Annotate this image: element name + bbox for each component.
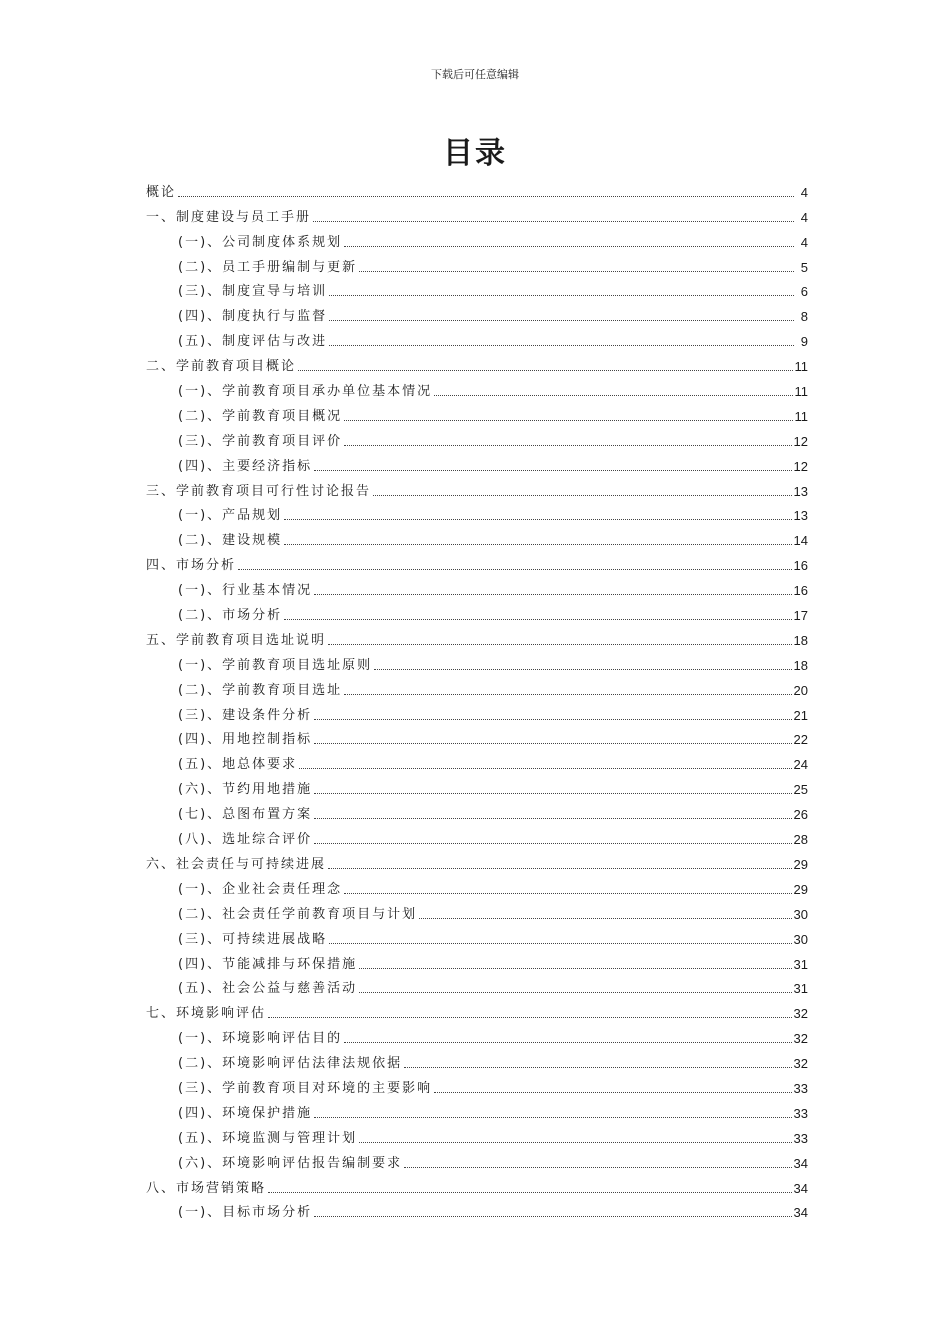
toc-entry-page-number: 30 [793,906,808,922]
toc-entry[interactable] [146,623,808,648]
toc-entry-page-number: 18 [793,657,808,673]
toc-dot-leader [344,245,794,247]
toc-entry-page-number: 12 [793,433,808,449]
toc-entry-label: 五、学前教育项目选址说明 [146,632,327,648]
toc-entry-label: (二)、建设规模 [178,533,283,549]
toc-entry-label: (五)、环境监测与管理计划 [178,1130,358,1146]
toc-entry-label: (三)、建设条件分析 [178,707,313,723]
toc-entry[interactable] [146,872,808,897]
toc-entry-page-number: 33 [793,1105,808,1121]
toc-entry-label: (四)、制度执行与监督 [178,309,328,325]
toc-entry-page-number: 32 [793,1056,808,1072]
toc-entry-label: 八、市场营销策略 [146,1180,267,1196]
toc-entry[interactable] [146,399,808,424]
toc-entry[interactable] [146,673,808,698]
toc-dot-leader [268,1191,792,1193]
toc-entry-page-number: 13 [793,483,808,499]
toc-entry-label: 三、学前教育项目可行性讨论报告 [146,483,372,499]
toc-dot-leader [328,643,792,645]
toc-entry[interactable] [146,275,808,300]
toc-entry-page-number: 24 [793,757,808,773]
toc-entry[interactable] [146,374,808,399]
toc-entry[interactable] [146,424,808,449]
toc-entry-label: (一)、企业社会责任理念 [178,881,343,897]
toc-entry-label: 概论 [146,184,177,200]
toc-entry-page-number: 26 [793,807,808,823]
toc-dot-leader [328,867,792,869]
toc-entry[interactable] [146,324,808,349]
toc-entry-page-number: 30 [793,931,808,947]
toc-entry-label: (一)、环境影响评估目的 [178,1031,343,1047]
toc-entry[interactable] [146,598,808,623]
toc-entry[interactable] [146,1121,808,1146]
toc-entry-page-number: 11 [794,359,808,375]
toc-dot-leader [314,742,791,744]
toc-dot-leader [178,195,794,197]
toc-entry-page-number: 18 [793,632,808,648]
toc-entry[interactable] [146,1071,808,1096]
toc-dot-leader [329,319,794,321]
toc-dot-leader [314,792,791,794]
toc-entry[interactable] [146,897,808,922]
toc-entry-page-number: 11 [794,408,808,424]
toc-entry-page-number: 25 [793,782,808,798]
toc-entry-label: (一)、目标市场分析 [178,1205,313,1221]
toc-dot-leader [284,618,791,620]
toc-entry-page-number: 32 [793,1031,808,1047]
toc-dot-leader [344,693,791,695]
toc-entry-label: (二)、市场分析 [178,608,283,624]
toc-entry-label: (一)、学前教育项目承办单位基本情况 [178,384,433,400]
toc-dot-leader [329,294,794,296]
toc-dot-leader [238,568,792,570]
toc-entry-label: (三)、学前教育项目对环境的主要影响 [178,1080,433,1096]
toc-entry-label: (三)、可持续进展战略 [178,931,328,947]
toc-entry-page-number: 21 [793,707,808,723]
toc-entry-label: 二、学前教育项目概论 [146,359,297,375]
toc-entry-page-number: 4 [800,184,808,200]
toc-dot-leader [268,1016,792,1018]
toc-entry-label: (八)、选址综合评价 [178,832,313,848]
toc-entry[interactable] [146,772,808,797]
toc-dot-leader [314,469,791,471]
toc-entry-page-number: 31 [793,956,808,972]
toc-entry-page-number: 6 [800,284,808,300]
toc-entry[interactable] [146,1096,808,1121]
toc-entry-label: (七)、总图布置方案 [178,807,313,823]
toc-entry-page-number: 20 [793,682,808,698]
toc-entry-page-number: 31 [793,981,808,997]
toc-dot-leader [359,270,794,272]
toc-entry[interactable] [146,822,808,847]
toc-entry[interactable] [146,1146,808,1171]
toc-entry-page-number: 33 [793,1080,808,1096]
toc-dot-leader [359,991,791,993]
toc-entry[interactable] [146,972,808,997]
toc-dot-leader [298,369,792,371]
toc-entry[interactable] [146,250,808,275]
toc-entry-page-number: 28 [793,832,808,848]
toc-dot-leader [434,1091,791,1093]
toc-entry-label: (六)、环境影响评估报告编制要求 [178,1155,403,1171]
toc-entry-label: (五)、地总体要求 [178,757,298,773]
toc-entry-label: (一)、公司制度体系规划 [178,234,343,250]
toc-entry-page-number: 16 [793,558,808,574]
toc-entry-page-number: 4 [800,234,808,250]
toc-entry[interactable] [146,1171,808,1196]
table-of-contents [146,175,808,1220]
toc-entry[interactable] [146,723,808,748]
toc-entry[interactable] [146,1196,808,1221]
toc-entry-page-number: 29 [793,856,808,872]
toc-dot-leader [359,967,791,969]
toc-dot-leader [373,494,792,496]
toc-entry-label: (二)、社会责任学前教育项目与计划 [178,906,418,922]
toc-dot-leader [299,767,791,769]
toc-entry-label: 六、社会责任与可持续进展 [146,856,327,872]
toc-entry-label: (一)、产品规划 [178,508,283,524]
toc-entry-page-number: 22 [793,732,808,748]
toc-dot-leader [284,518,791,520]
toc-entry[interactable] [146,523,808,548]
toc-entry-label: (四)、环境保护措施 [178,1105,313,1121]
toc-entry-page-number: 34 [793,1205,808,1221]
toc-entry-label: (二)、员工手册编制与更新 [178,259,358,275]
toc-entry-page-number: 33 [793,1130,808,1146]
toc-entry-page-number: 4 [800,209,808,225]
toc-entry[interactable] [146,698,808,723]
toc-dot-leader [329,942,791,944]
toc-entry[interactable] [146,175,808,200]
toc-entry-label: (四)、用地控制指标 [178,732,313,748]
toc-entry-page-number: 9 [800,334,808,350]
toc-entry[interactable] [146,922,808,947]
toc-entry-page-number: 17 [793,608,808,624]
toc-entry[interactable] [146,797,808,822]
toc-entry-label: (一)、学前教育项目选址原则 [178,657,373,673]
toc-entry-label: (一)、行业基本情况 [178,583,313,599]
toc-entry-page-number: 13 [793,508,808,524]
toc-entry[interactable] [146,299,808,324]
toc-entry-label: (三)、制度宣导与培训 [178,284,328,300]
toc-dot-leader [314,842,791,844]
page-header: 下载后可任意编辑 [431,68,519,81]
toc-entry[interactable] [146,947,808,972]
toc-entry-label: 七、环境影响评估 [146,1006,267,1022]
toc-entry-page-number: 11 [794,384,808,400]
toc-entry[interactable] [146,573,808,598]
toc-entry-label: (二)、学前教育项目选址 [178,682,343,698]
toc-entry-label: (四)、节能减排与环保措施 [178,956,358,972]
toc-dot-leader [313,220,794,222]
toc-entry-page-number: 5 [800,259,808,275]
toc-dot-leader [359,1141,791,1143]
toc-entry-page-number: 14 [793,533,808,549]
toc-dot-leader [434,394,792,396]
page-title: 目录 [443,136,507,171]
toc-entry[interactable] [146,200,808,225]
toc-entry[interactable] [146,548,808,573]
toc-entry-label: 一、制度建设与员工手册 [146,209,312,225]
toc-entry[interactable] [146,225,808,250]
toc-dot-leader [329,344,794,346]
toc-dot-leader [344,444,791,446]
toc-entry-label: (六)、节约用地措施 [178,782,313,798]
toc-entry[interactable] [146,1021,808,1046]
toc-entry-label: 四、市场分析 [146,558,237,574]
toc-dot-leader [344,892,791,894]
toc-dot-leader [314,718,791,720]
toc-entry[interactable] [146,449,808,474]
toc-entry-page-number: 34 [793,1180,808,1196]
toc-entry[interactable] [146,996,808,1021]
toc-entry[interactable] [146,747,808,772]
toc-entry[interactable] [146,648,808,673]
toc-dot-leader [314,593,791,595]
toc-entry-page-number: 29 [793,881,808,897]
toc-entry-page-number: 8 [800,309,808,325]
toc-dot-leader [419,917,791,919]
toc-entry-label: (四)、主要经济指标 [178,458,313,474]
toc-dot-leader [344,419,792,421]
toc-entry[interactable] [146,349,808,374]
toc-entry-label: (二)、环境影响评估法律法规依据 [178,1056,403,1072]
toc-entry-label: (五)、制度评估与改进 [178,334,328,350]
toc-entry[interactable] [146,499,808,524]
toc-dot-leader [404,1066,791,1068]
toc-entry-page-number: 32 [793,1006,808,1022]
toc-dot-leader [344,1041,791,1043]
toc-entry-label: (五)、社会公益与慈善活动 [178,981,358,997]
toc-dot-leader [314,1215,791,1217]
toc-dot-leader [374,668,791,670]
toc-dot-leader [404,1166,791,1168]
toc-dot-leader [284,543,791,545]
toc-entry-label: (三)、学前教育项目评价 [178,433,343,449]
toc-entry-page-number: 12 [793,458,808,474]
toc-entry-page-number: 34 [793,1155,808,1171]
toc-entry[interactable] [146,847,808,872]
toc-dot-leader [314,1116,791,1118]
toc-entry-label: (二)、学前教育项目概况 [178,408,343,424]
toc-entry[interactable] [146,1046,808,1071]
toc-entry-page-number: 16 [793,583,808,599]
toc-dot-leader [314,817,791,819]
toc-entry[interactable] [146,474,808,499]
